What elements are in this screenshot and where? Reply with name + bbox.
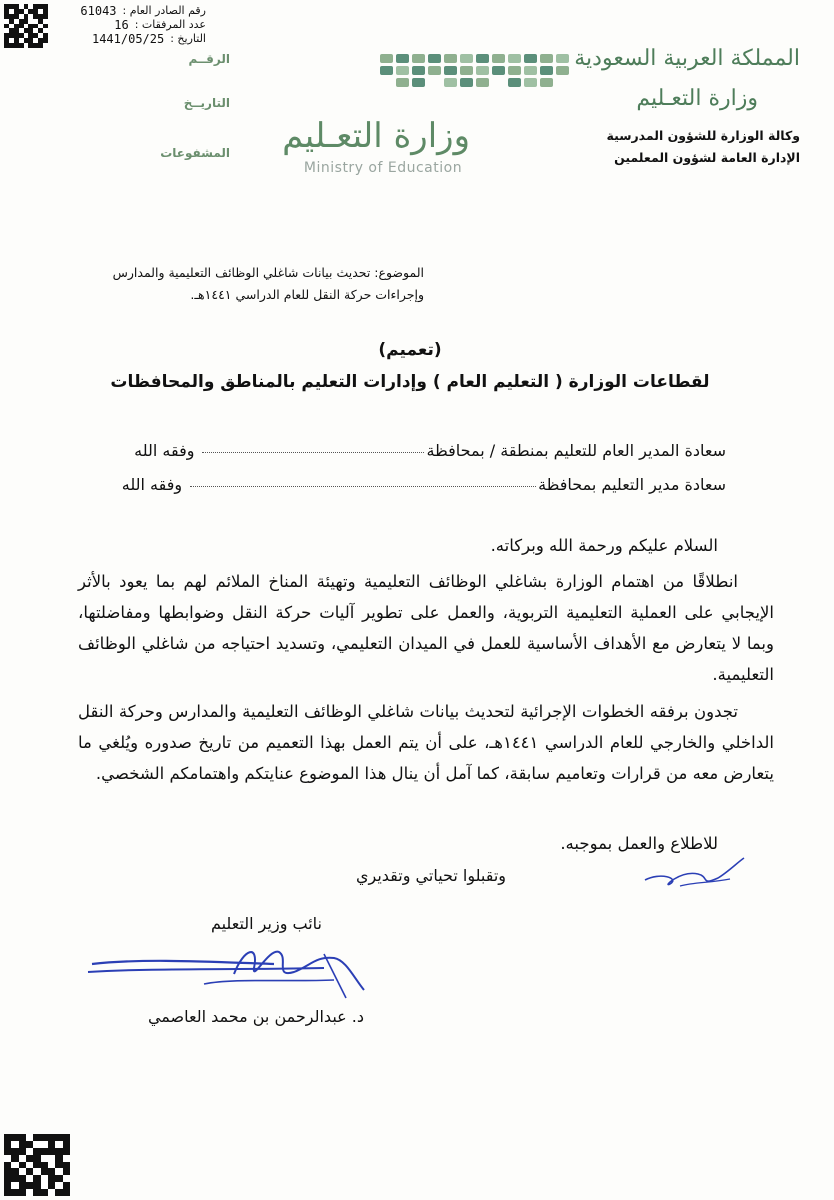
document-meta — [56, 4, 206, 46]
paragraph-2: تجدون برفقه الخطوات الإجرائية لتحديث بيانات شاغلي الوظائف التعليمية والمدارس وحركة النقل الداخلي والخارجي للعام الدراسي ١٤٤١هـ، على أن يتم العمل بهذا التعميم من تاريخ صدوره ويُلغي ما يتعارض معه من قرارات وتعاميم سابقة، كما آمل أن ينال هذا الموضوع عنايتكم واهتمامكم الشخصي. — [78, 702, 774, 783]
addressee-1-blessing: وفقه الله — [134, 441, 195, 460]
paragraph-1: انطلاقًا من اهتمام الوزارة بشاغلي الوظائف التعليمية وتهيئة المناخ الملائم لهم بما يعود بالأثر الإيجابي على العملية التعليمية التربوية، والعمل على تطوير آليات حركة النقل وضوابطها ومفاضلتها، وبما لا يتعارض مع الأهداف الأساسية للعمل في الميدان التعليمي، وتسديد احتياجه من شاغلي الوظائف التعليمية. — [78, 572, 774, 684]
meta-number: رقم الصادر العام : 61043 — [80, 4, 206, 18]
addressee-2-blessing: وفقه الله — [121, 475, 183, 494]
closing-line-2: وتقبلوا تحياتي وتقديري — [355, 866, 506, 885]
label-number: الرقــم — [188, 52, 230, 66]
signatory-title: نائب وزير التعليم — [210, 914, 322, 933]
dotted-line — [202, 452, 424, 453]
logo-english-text: Ministry of Education — [303, 160, 463, 176]
circular-title: (تعميم) — [378, 340, 442, 360]
initials-signature — [640, 852, 750, 892]
logo-dots-icon — [380, 54, 569, 87]
subject — [4, 262, 424, 306]
signatory-name: د. عبدالرحمن بن محمد العاصمي — [147, 1007, 364, 1026]
greeting: السلام عليكم ورحمة الله وبركاته. — [490, 536, 718, 555]
circular-recipients: لقطاعات الوزارة ( التعليم العام ) وإدارات التعليم بالمناطق والمحافظات — [110, 372, 710, 392]
addressee-1-text: سعادة المدير العام للتعليم بمنطقة / بمحافظة — [426, 441, 726, 460]
agency-line-1: وكالة الوزارة للشؤون المدرسية — [606, 128, 800, 143]
addressee-1 — [106, 441, 726, 460]
qr-code-top — [4, 4, 48, 48]
main-signature — [84, 938, 374, 1018]
dotted-line — [190, 486, 536, 487]
closing-line-1: للاطلاع والعمل بموجبه. — [560, 834, 718, 853]
agency-line-2: الإدارة العامة لشؤون المعلمين — [614, 150, 800, 165]
addressee-2 — [106, 475, 726, 494]
logo-arabic-text: وزارة التعـليم — [282, 116, 470, 156]
qr-code-bottom — [4, 1134, 70, 1196]
addressee-2-text: سعادة مدير التعليم بمحافظة — [538, 475, 726, 494]
label-date: التاريــخ — [183, 96, 230, 110]
subject-line-2: وإجراءات حركة النقل للعام الدراسي ١٤٤١هـ. — [190, 287, 424, 302]
meta-date: التاريخ : 1441/05/25 — [91, 32, 206, 46]
ministry-title: وزارة التعـليم — [636, 86, 758, 111]
label-attachments: المشفوعات — [160, 146, 230, 160]
subject-line-1: الموضوع: تحديث بيانات شاغلي الوظائف التعليمية والمدارس — [112, 265, 424, 280]
meta-attachments: عدد المرفقات : 16 — [114, 18, 206, 32]
ministry-logo — [380, 54, 569, 87]
kingdom-title: المملكة العربية السعودية — [574, 46, 800, 71]
